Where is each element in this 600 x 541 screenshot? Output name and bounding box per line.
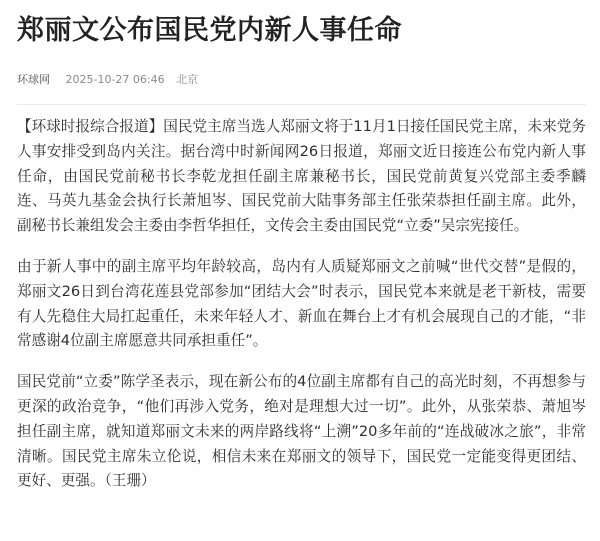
article-paragraph-1: 【环球时报综合报道】国民党主席当选人郑丽文将于11月1日接任国民党主席，未来党务人事安排受到岛内关注。据台湾中时新闻网26日报道，郑丽文近日接连公布党内新人事任命，由国民党前秘书长李乾龙担任副主席兼秘书长，国民党前黄复兴党部主委季麟连、马英九基金会执行长萧旭岑、国民党前大陆事务部主任张荣恭担任副主席。此外，副秘书长兼组发会主委由李哲华担任，文传会主委由国民党“立委”吴宗宪接任。 bbox=[17, 118, 586, 235]
article-meta bbox=[17, 72, 586, 88]
meta-divider bbox=[17, 104, 586, 105]
article-body bbox=[17, 115, 586, 494]
article-source[interactable]: 环球网 bbox=[17, 73, 50, 86]
article-location: 北京 bbox=[176, 73, 199, 86]
article-paragraph-3: 国民党前“立委”陈学圣表示，现在新公布的4位副主席都有自己的高光时刻，不再想参与更深的政治竞争，“他们再涉入党务，绝对是理想大过一切”。此外，从张荣恭、萧旭岑担任副主席，就知道郑丽文未来的两岸路线将“上溯”20多年前的“连战破冰之旅”，非常清晰。国民党主席朱立伦说，相信未来在郑丽文的领导下，国民党一定能变得更团结、更好、更强。（王珊） bbox=[17, 373, 586, 490]
article-time: 2025-10-27 06:46 bbox=[65, 73, 165, 86]
article-title: 郑丽文公布国民党内新人事任命 bbox=[17, 15, 402, 46]
article-paragraph-2: 由于新人事中的副主席平均年龄较高，岛内有人质疑郑丽文之前喊“世代交替”是假的，郑丽文26日到台湾花莲县党部参加“团结大会”时表示，国民党本来就是老干新枝，需要有人先稳住大局扛起重任，未来年轻人才、新血在舞台上才有机会展现自己的才能，“非常感谢4位副主席愿意共同承担重任”。 bbox=[17, 257, 586, 350]
